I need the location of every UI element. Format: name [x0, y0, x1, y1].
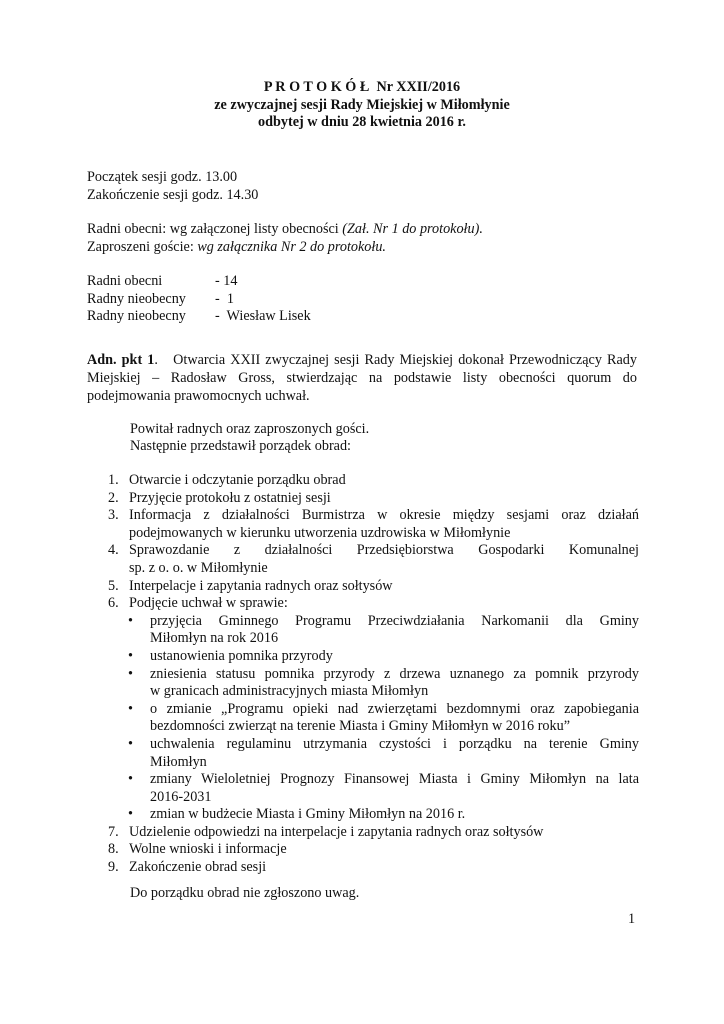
adn-label: Adn. pkt 1 — [87, 352, 155, 368]
goscie-line — [87, 239, 637, 257]
adn-paragraph — [87, 352, 637, 405]
agenda-item: 1. Otwarcie i odczytanie porządku obrad — [108, 472, 346, 488]
page-number: 1 — [628, 911, 636, 927]
agenda-intro: Następnie przedstawił porządek obrad: — [130, 438, 352, 454]
attendance-counts — [87, 273, 637, 326]
agenda-item: 8. Wolne wnioski i informacje — [108, 841, 287, 858]
goscie-prefix: Zaproszeni goście: — [87, 238, 198, 255]
radni-line — [87, 221, 637, 239]
resolution-item: • przyjęcia Gminnego Programu Przeciwdziałania Narkomanii dla Gminy Miłomłyn na rok 2016 — [128, 612, 639, 647]
bullet-icon: • — [128, 700, 133, 717]
count-row — [87, 308, 637, 326]
resolution-item: • ustanowienia pomnika przyrody — [128, 647, 333, 664]
bullet-icon: • — [128, 647, 133, 664]
bullet-icon: • — [128, 665, 133, 682]
resolution-item: • zmiany Wieloletniej Prognozy Finansowej Miasta i Gminy Miłomłyn na lata 2016-2031 — [128, 771, 639, 805]
radni-attachment: (Zał. Nr 1 do protokołu). — [342, 221, 483, 237]
count-row — [87, 273, 637, 291]
adn-text: . Otwarcia XXII zwyczajnej sesji Rady Miejskiej dokonał Przewodniczący Rady — [154, 352, 637, 368]
count-label: Radny nieobecny — [87, 308, 186, 325]
agenda-item: 3. Informacja z działalności Burmistrza w okresie między sesjami oraz działań podejmowanych w kierunku utworzenia uzdrowiska w Miłomłynie — [108, 507, 639, 541]
session-times — [87, 169, 637, 204]
attendance-info — [87, 221, 637, 256]
bullet-icon: • — [128, 612, 133, 629]
count-label: Radny nieobecny — [87, 290, 186, 307]
session-subtitle: ze zwyczajnej sesji Rady Miejskiej w Miłomłynie — [214, 96, 510, 113]
resolution-item: • o zmianie „Programu opieki nad zwierzętami bezdomnymi oraz zapobiegania bezdomności zwierząt na terenie Miasta i Gminy Miłomłyn w 2016 roku” — [128, 700, 639, 735]
bullet-icon: • — [128, 735, 133, 752]
count-row — [87, 291, 637, 309]
resolution-item: • uchwalenia regulaminu utrzymania czystości i porządku na terenie Gminy Miłomłyn — [128, 735, 639, 770]
radni-prefix: Radni obecni: wg załączonej listy obecności — [87, 221, 343, 237]
closing-note: Do porządku obrad nie zgłoszono uwag. — [130, 885, 360, 901]
adn-text: podejmowania prawomocnych uchwał. — [87, 387, 310, 404]
resolution-item: • zmian w budżecie Miasta i Gminy Miłomłyn na 2016 r. — [128, 806, 466, 823]
bullet-icon: • — [128, 771, 133, 788]
greeting: Powitał radnych oraz zaproszonych gości. — [130, 421, 370, 437]
agenda-item: 7. Udzielenie odpowiedzi na interpelacje i zapytania radnych oraz sołtysów — [108, 823, 544, 840]
agenda-item: 4. Sprawozdanie z działalności Przedsiębiorstwa Gospodarki Komunalnej sp. z o. o. w Miłomłynie — [108, 542, 639, 576]
protocol-title: P R O T O K Ó Ł Nr XXII/2016 — [263, 79, 461, 95]
bullet-icon: • — [128, 806, 133, 823]
agenda-item: 2. Przyjęcie protokołu z ostatniej sesji — [108, 489, 331, 506]
count-label: Radni obecni — [87, 273, 163, 289]
session-start: Początek sesji godz. 13.00 — [87, 169, 238, 185]
agenda-list — [108, 472, 639, 877]
agenda-item: 5. Interpelacje i zapytania radnych oraz sołtysów — [108, 577, 393, 594]
count-value: - 14 — [215, 273, 238, 289]
session-date: odbytej w dniu 28 kwietnia 2016 r. — [258, 114, 466, 131]
count-value: - 1 — [215, 290, 234, 307]
document-header — [0, 79, 724, 132]
resolution-item: • zniesienia statusu pomnika przyrody z drzewa uznanego za pomnik przyrody w granicach administracyjnych miasta Miłomłyn — [128, 665, 639, 700]
agenda-item: 9. Zakończenie obrad sesji — [108, 859, 267, 876]
session-end: Zakończenie sesji godz. 14.30 — [87, 186, 259, 203]
count-value: - Wiesław Lisek — [215, 308, 311, 325]
adn-text: Miejskiej – Radosław Gross, stwierdzając na podstawie listy obecności quorum do — [87, 369, 637, 386]
agenda-item: 6. Podjęcie uchwał w sprawie: — [108, 595, 288, 612]
goscie-attachment: wg załącznika Nr 2 do protokołu. — [197, 238, 386, 255]
